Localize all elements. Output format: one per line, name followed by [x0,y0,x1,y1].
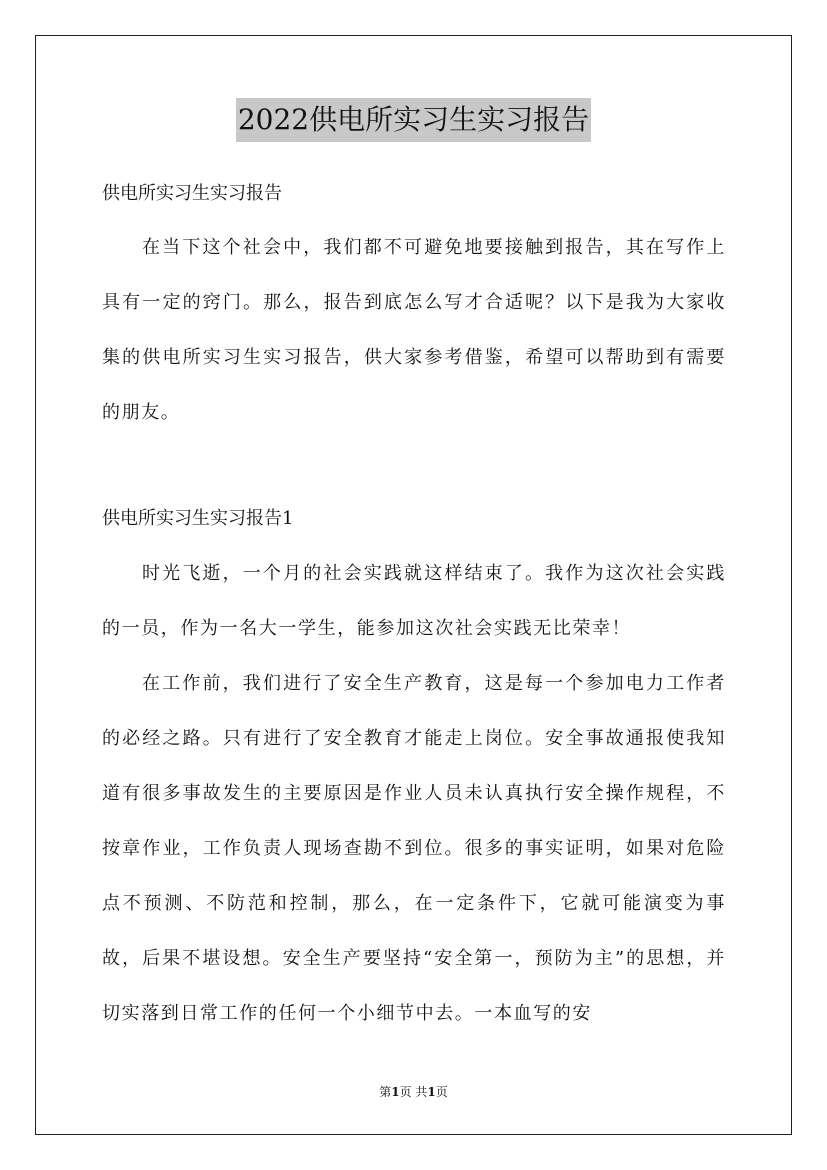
page-footer [0,1084,827,1100]
body-paragraph-1: 时光飞逝，一个月的社会实践就这样结束了。我作为这次社会实践的一员，作为一名大一学生，能参加这次社会实践无比荣幸！ [102,563,726,639]
body-paragraph-2: 在工作前，我们进行了安全生产教育，这是每一个参加电力工作者的必经之路。只有进行了安全教育才能走上岗位。安全事故通报使我知道有很多事故发生的主要原因是作业人员未认真执行安全操作规程，不按章作业，工作负责人现场查勘不到位。很多的事实证明，如果对危险点不预测、不防范和控制，那么，在一定条件下，它就可能演变为事故，后果不堪设想。安全生产要坚持“安全第一，预防为主”的思想，并切实落到日常工作的任何一个小细节中去。一本血写的安 [102,673,726,1024]
section-heading: 供电所实习生实习报告1 [102,508,294,529]
footer-page-total: 1 [427,1085,436,1099]
intro-paragraph: 在当下这个社会中，我们都不可避免地要接触到报告，其在写作上具有一定的窍门。那么，报告到底怎么写才合适呢？以下是我为大家收集的供电所实习生实习报告，供大家参考借鉴，希望可以帮助到有需要的朋友。 [102,237,726,423]
footer-page-mid: 页 共 [399,1085,428,1099]
document-title: 2022供电所实习生实习报告 [236,98,591,142]
footer-page-suffix: 页 [435,1085,448,1099]
title-container [0,98,827,142]
footer-page-current: 1 [391,1085,400,1099]
footer-page-prefix: 第 [379,1085,392,1099]
document-subtitle: 供电所实习生实习报告 [102,183,282,204]
